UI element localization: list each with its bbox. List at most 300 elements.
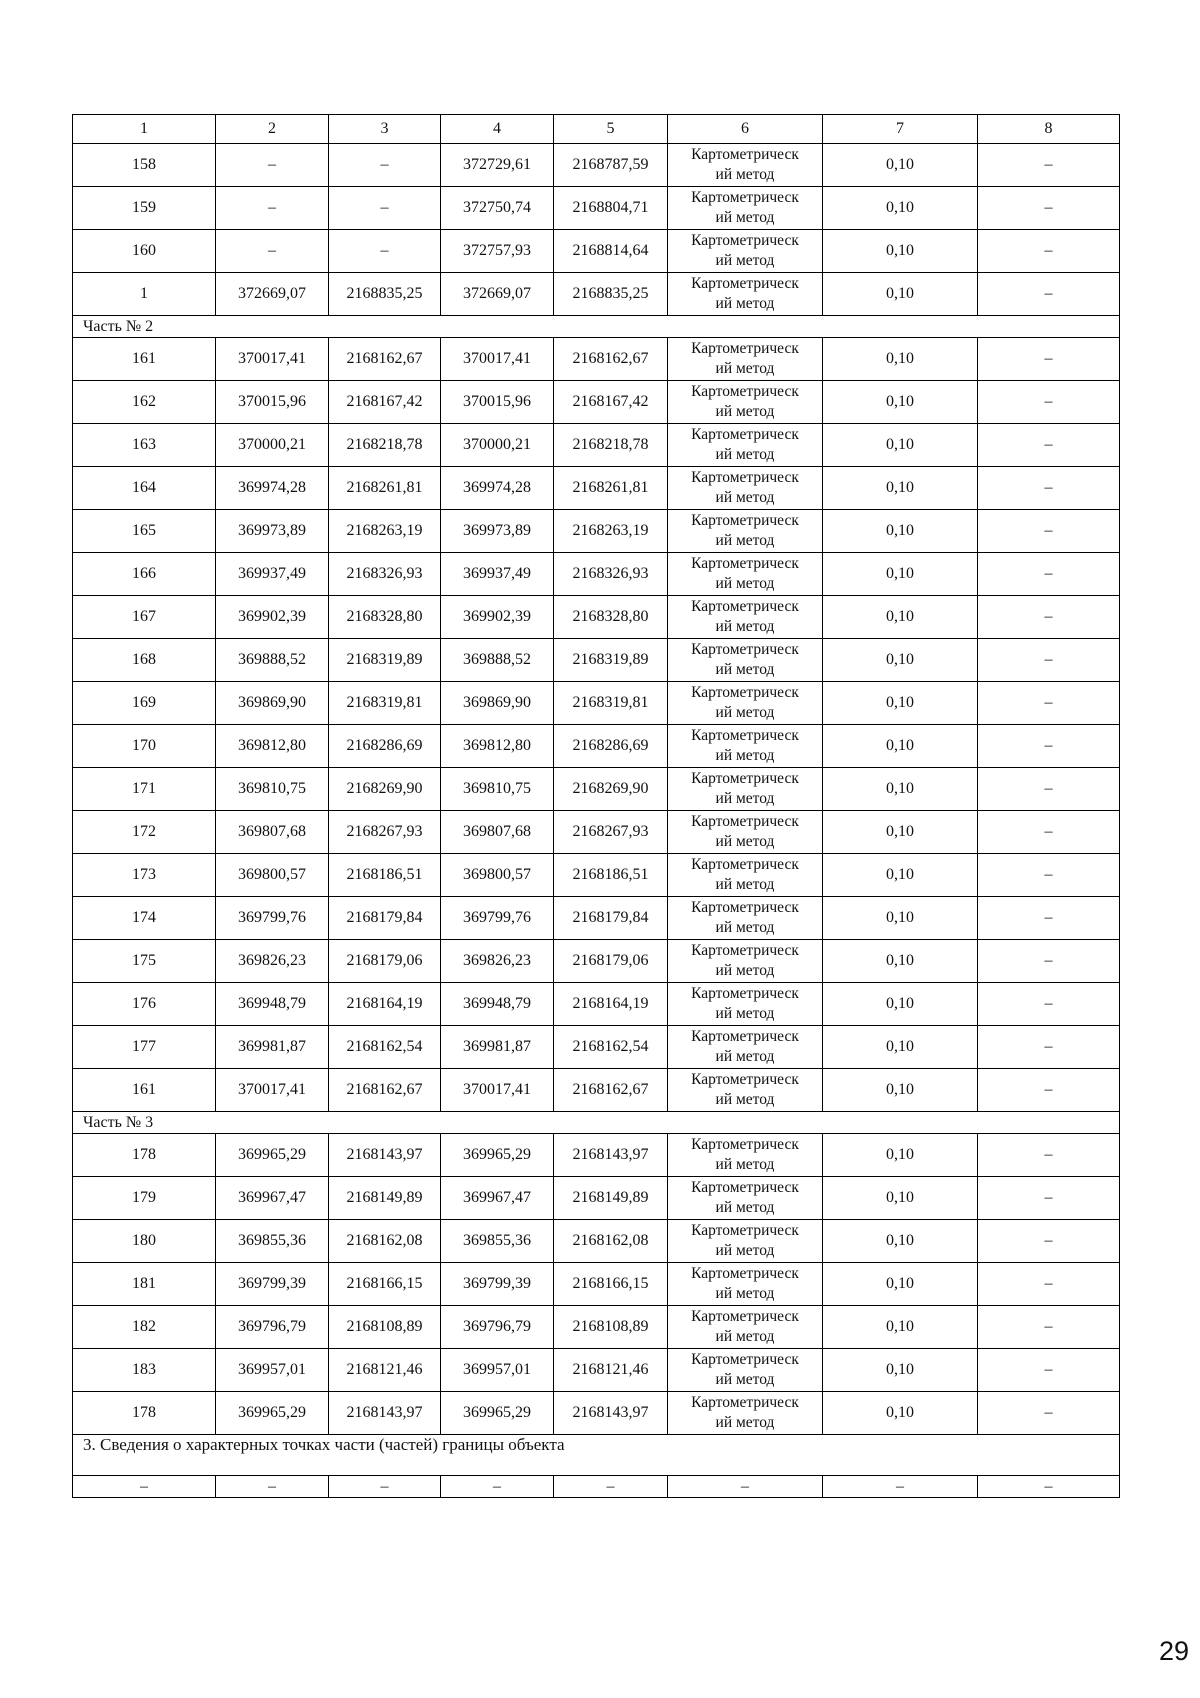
table-cell: 372669,07 [441,273,554,316]
table-cell: – [978,230,1120,273]
table-row [73,230,1120,273]
method-text: Картометрическ [691,340,799,357]
table-cell: – [978,1392,1120,1435]
table-cell: 2168326,93 [554,553,668,596]
table-cell: 2168787,59 [554,144,668,187]
table-row [73,725,1120,768]
table-cell: – [554,1476,668,1498]
table-cell: 168 [73,639,216,682]
table-cell: 369812,80 [216,725,329,768]
table-cell: – [329,230,441,273]
table-cell: 0,10 [823,1069,978,1112]
table-cell: 369810,75 [216,768,329,811]
table-cell: 2168263,19 [329,510,441,553]
table-cell: 369799,76 [216,897,329,940]
column-header: 3 [329,115,441,144]
table-cell: – [978,553,1120,596]
method-text: ий метод [715,489,775,506]
table-cell: – [978,940,1120,983]
table-cell: – [216,230,329,273]
table-cell [668,682,823,725]
part-label-row [73,1112,1120,1134]
table-cell: 1 [73,273,216,316]
table-cell [668,1263,823,1306]
table-cell: 0,10 [823,596,978,639]
table-cell: 372750,74 [441,187,554,230]
table-cell: 0,10 [823,187,978,230]
table-cell [668,725,823,768]
method-text: ий метод [715,919,775,936]
table-cell: 2168328,80 [329,596,441,639]
table-cell: 0,10 [823,940,978,983]
table-cell: 2168162,67 [554,338,668,381]
column-header: 2 [216,115,329,144]
table-cell: – [978,187,1120,230]
table-cell: 2168143,97 [329,1134,441,1177]
table-cell [668,510,823,553]
table-row [73,1134,1120,1177]
method-text: Картометрическ [691,1179,799,1196]
table-cell: 163 [73,424,216,467]
table-row [73,811,1120,854]
method-text: Картометрическ [691,1351,799,1368]
table-cell [668,424,823,467]
table-cell: 0,10 [823,639,978,682]
table-cell: 162 [73,381,216,424]
method-text: Картометрическ [691,1028,799,1045]
table-cell: 369826,23 [216,940,329,983]
table-cell: 2168179,06 [554,940,668,983]
method-text: ий метод [715,446,775,463]
table-cell [668,983,823,1026]
table-row [73,1026,1120,1069]
table-cell: 369957,01 [216,1349,329,1392]
table-cell [668,144,823,187]
column-header: 7 [823,115,978,144]
table-cell: 0,10 [823,768,978,811]
method-text: Картометрическ [691,1222,799,1239]
table-cell: 0,10 [823,553,978,596]
table-cell: 369948,79 [441,983,554,1026]
table-cell: 2168261,81 [329,467,441,510]
table-cell: 0,10 [823,1349,978,1392]
table-cell: 175 [73,940,216,983]
method-text: ий метод [715,403,775,420]
table-cell: 2168166,15 [554,1263,668,1306]
column-header: 5 [554,115,668,144]
table-cell: 369888,52 [441,639,554,682]
table-cell: 2168162,54 [554,1026,668,1069]
table-cell: 2168286,69 [329,725,441,768]
table-cell: 169 [73,682,216,725]
table-cell: 2168804,71 [554,187,668,230]
table-cell: – [216,144,329,187]
table-cell [668,1220,823,1263]
method-text: ий метод [715,209,775,226]
method-text: Картометрическ [691,727,799,744]
table-cell [668,854,823,897]
table-cell: 174 [73,897,216,940]
table-cell [668,1177,823,1220]
table-cell: 2168179,06 [329,940,441,983]
table-cell: 2168164,19 [329,983,441,1026]
table-cell: 0,10 [823,1220,978,1263]
table-cell: 2168319,81 [554,682,668,725]
table-row [73,639,1120,682]
table-row [73,1392,1120,1435]
table-cell: 369855,36 [216,1220,329,1263]
table-cell [668,1069,823,1112]
table-cell: 369967,47 [441,1177,554,1220]
table-row [73,467,1120,510]
table-cell: 370017,41 [216,338,329,381]
table-cell: 369967,47 [216,1177,329,1220]
table-row [73,144,1120,187]
section-3-title: 3. Сведения о характерных точках части (частей) границы объекта [73,1435,1120,1476]
table-row [73,983,1120,1026]
table-cell: 0,10 [823,1306,978,1349]
table-cell: 0,10 [823,467,978,510]
method-text: Картометрическ [691,232,799,249]
table-cell: 2168179,84 [554,897,668,940]
table-cell [668,338,823,381]
method-text: ий метод [715,704,775,721]
method-text: Картометрическ [691,275,799,292]
table-cell: 0,10 [823,854,978,897]
table-cell: 372729,61 [441,144,554,187]
table-cell: 158 [73,144,216,187]
table-cell: 182 [73,1306,216,1349]
table-row [73,940,1120,983]
method-text: ий метод [715,1005,775,1022]
table-cell: 178 [73,1134,216,1177]
method-text: Картометрическ [691,1265,799,1282]
method-text: Картометрическ [691,641,799,658]
table-cell: 369965,29 [216,1134,329,1177]
table-cell: 2168319,89 [554,639,668,682]
table-cell [668,1134,823,1177]
table-cell: 0,10 [823,682,978,725]
method-text: ий метод [715,295,775,312]
table-row [73,510,1120,553]
table-cell: – [978,144,1120,187]
table-cell [668,639,823,682]
table-cell: 159 [73,187,216,230]
table-row [73,897,1120,940]
table-cell: 369981,87 [441,1026,554,1069]
table-cell: 160 [73,230,216,273]
table-cell [668,897,823,940]
table-cell: 2168162,67 [554,1069,668,1112]
table-cell [668,596,823,639]
table-cell: 369799,39 [216,1263,329,1306]
method-text: Картометрическ [691,598,799,615]
method-text: Картометрическ [691,512,799,529]
method-text: ий метод [715,360,775,377]
table-cell: 2168121,46 [329,1349,441,1392]
method-text: ий метод [715,1091,775,1108]
table-body [73,115,1120,1498]
table-cell: – [668,1476,823,1498]
method-text: ий метод [715,1285,775,1302]
table-row [73,424,1120,467]
table-header-row [73,115,1120,144]
table-cell: 183 [73,1349,216,1392]
table-cell: – [978,596,1120,639]
method-text: ий метод [715,876,775,893]
method-text: ий метод [715,1156,775,1173]
table-cell: 369937,49 [441,553,554,596]
table-cell: 369965,29 [441,1392,554,1435]
table-cell: 370015,96 [441,381,554,424]
column-header: 4 [441,115,554,144]
table-cell: 0,10 [823,338,978,381]
table-cell: 2168218,78 [554,424,668,467]
table-cell: 372757,93 [441,230,554,273]
table-cell: 0,10 [823,811,978,854]
table-cell: 370017,41 [216,1069,329,1112]
table-cell: 2168121,46 [554,1349,668,1392]
table-row [73,1177,1120,1220]
method-text: Картометрическ [691,899,799,916]
table-cell: 2168263,19 [554,510,668,553]
table-cell: 0,10 [823,381,978,424]
table-cell: 0,10 [823,424,978,467]
table-cell: 2168261,81 [554,467,668,510]
table-cell: 369796,79 [216,1306,329,1349]
table-cell [668,273,823,316]
table-cell: – [978,768,1120,811]
method-text: ий метод [715,252,775,269]
table-cell: 2168164,19 [554,983,668,1026]
method-text: ий метод [715,575,775,592]
method-text: Картометрическ [691,985,799,1002]
table-cell: 167 [73,596,216,639]
table-row [73,1220,1120,1263]
table-cell [668,187,823,230]
table-cell: 369973,89 [216,510,329,553]
table-cell: 179 [73,1177,216,1220]
table-cell: 369965,29 [216,1392,329,1435]
method-text: Картометрическ [691,942,799,959]
table-cell: 2168267,93 [329,811,441,854]
table-cell: 0,10 [823,1026,978,1069]
table-cell: 171 [73,768,216,811]
table-cell: 2168162,08 [554,1220,668,1263]
table-cell: 2168166,15 [329,1263,441,1306]
table-cell: 369869,90 [216,682,329,725]
method-text: ий метод [715,747,775,764]
table-cell: – [441,1476,554,1498]
method-text: Картометрическ [691,469,799,486]
method-text: Картометрическ [691,813,799,830]
table-cell: 0,10 [823,1392,978,1435]
method-text: ий метод [715,1048,775,1065]
table-cell: – [978,639,1120,682]
table-cell: 0,10 [823,897,978,940]
table-cell: – [329,187,441,230]
table-cell [668,1349,823,1392]
table-cell [668,1306,823,1349]
table-cell: 369948,79 [216,983,329,1026]
table-cell: 2168162,67 [329,338,441,381]
table-cell: 2168143,97 [554,1392,668,1435]
table-cell: 2168326,93 [329,553,441,596]
table-cell [668,381,823,424]
table-cell: – [216,1476,329,1498]
table-cell: 178 [73,1392,216,1435]
method-text: ий метод [715,1371,775,1388]
table-row [73,682,1120,725]
table-cell: – [978,682,1120,725]
method-text: Картометрическ [691,146,799,163]
method-text: ий метод [715,618,775,635]
method-text: Картометрическ [691,856,799,873]
table-cell: 2168162,08 [329,1220,441,1263]
table-cell: – [978,1069,1120,1112]
table-cell: 369888,52 [216,639,329,682]
table-cell [668,811,823,854]
table-cell: – [216,187,329,230]
table-cell: 2168108,89 [554,1306,668,1349]
table-cell: 369800,57 [216,854,329,897]
table-cell: – [329,144,441,187]
part-label-row [73,316,1120,338]
table-cell: 0,10 [823,273,978,316]
table-cell: 2168179,84 [329,897,441,940]
table-cell: – [978,1026,1120,1069]
table-cell: – [823,1476,978,1498]
table-cell: – [73,1476,216,1498]
table-cell: 2168319,81 [329,682,441,725]
table-cell: – [978,1263,1120,1306]
table-cell: 2168835,25 [554,273,668,316]
table-cell: 2168267,93 [554,811,668,854]
table-cell: 0,10 [823,510,978,553]
table-cell: 164 [73,467,216,510]
table-cell: – [978,811,1120,854]
method-text: Картометрическ [691,1308,799,1325]
table-cell [668,230,823,273]
method-text: Картометрическ [691,684,799,701]
table-cell: – [978,338,1120,381]
method-text: ий метод [715,962,775,979]
table-cell: 369799,39 [441,1263,554,1306]
table-row [73,338,1120,381]
table-cell: 2168167,42 [329,381,441,424]
table-cell: 2168269,90 [329,768,441,811]
table-cell: 369981,87 [216,1026,329,1069]
table-cell: 166 [73,553,216,596]
table-cell: 369800,57 [441,854,554,897]
table-cell: 2168143,97 [329,1392,441,1435]
table-cell: 172 [73,811,216,854]
table-cell: 2168186,51 [554,854,668,897]
page-number: 29 [1158,1636,1189,1666]
table-cell: 369855,36 [441,1220,554,1263]
method-text: ий метод [715,661,775,678]
table-row [73,273,1120,316]
table-cell: 2168218,78 [329,424,441,467]
table-cell: 369974,28 [441,467,554,510]
table-cell: 369902,39 [441,596,554,639]
table-row [73,1069,1120,1112]
table-cell: 369974,28 [216,467,329,510]
table-cell: 180 [73,1220,216,1263]
table-cell: 369965,29 [441,1134,554,1177]
method-text: Картометрическ [691,1136,799,1153]
coordinates-table [72,114,1120,1498]
method-text: ий метод [715,1414,775,1431]
table-cell: 0,10 [823,725,978,768]
table-cell [668,768,823,811]
table-row [73,381,1120,424]
table-cell: 0,10 [823,1134,978,1177]
table-cell: – [978,510,1120,553]
column-header: 6 [668,115,823,144]
column-header: 8 [978,115,1120,144]
table-cell: – [978,1177,1120,1220]
table-cell: – [978,381,1120,424]
table-row [73,187,1120,230]
method-text: ий метод [715,532,775,549]
table-cell: 2168319,89 [329,639,441,682]
table-cell: 370000,21 [441,424,554,467]
method-text: ий метод [715,833,775,850]
table-row [73,854,1120,897]
table-cell: 369826,23 [441,940,554,983]
table-row [73,768,1120,811]
method-text: ий метод [715,1242,775,1259]
table-cell: 161 [73,338,216,381]
table-cell: – [978,725,1120,768]
method-text: ий метод [715,1199,775,1216]
table-cell: 2168814,64 [554,230,668,273]
table-cell: 369957,01 [441,1349,554,1392]
part-label: Часть № 2 [73,316,1120,338]
table-cell [668,553,823,596]
table-cell: 370017,41 [441,338,554,381]
table-cell: 2168162,54 [329,1026,441,1069]
table-cell: – [978,1476,1120,1498]
table-cell [668,1392,823,1435]
table-cell: 181 [73,1263,216,1306]
method-text: Картометрическ [691,1394,799,1411]
table-cell: 2168835,25 [329,273,441,316]
table-cell: – [978,854,1120,897]
table-cell: 369902,39 [216,596,329,639]
table-cell: 2168186,51 [329,854,441,897]
table-cell: 369869,90 [441,682,554,725]
table-cell: 2168167,42 [554,381,668,424]
table-cell: 370015,96 [216,381,329,424]
table-cell: 369812,80 [441,725,554,768]
table-cell [668,940,823,983]
table-cell: – [978,1134,1120,1177]
table-cell: 2168328,80 [554,596,668,639]
column-header: 1 [73,115,216,144]
table-cell: 165 [73,510,216,553]
table-cell: 369937,49 [216,553,329,596]
table-cell: – [978,1220,1120,1263]
method-text: Картометрическ [691,426,799,443]
table-cell: – [978,273,1120,316]
table-cell: 2168269,90 [554,768,668,811]
table-cell: 2168149,89 [329,1177,441,1220]
table-row [73,1263,1120,1306]
part-label: Часть № 3 [73,1112,1120,1134]
section-title-row [73,1435,1120,1476]
